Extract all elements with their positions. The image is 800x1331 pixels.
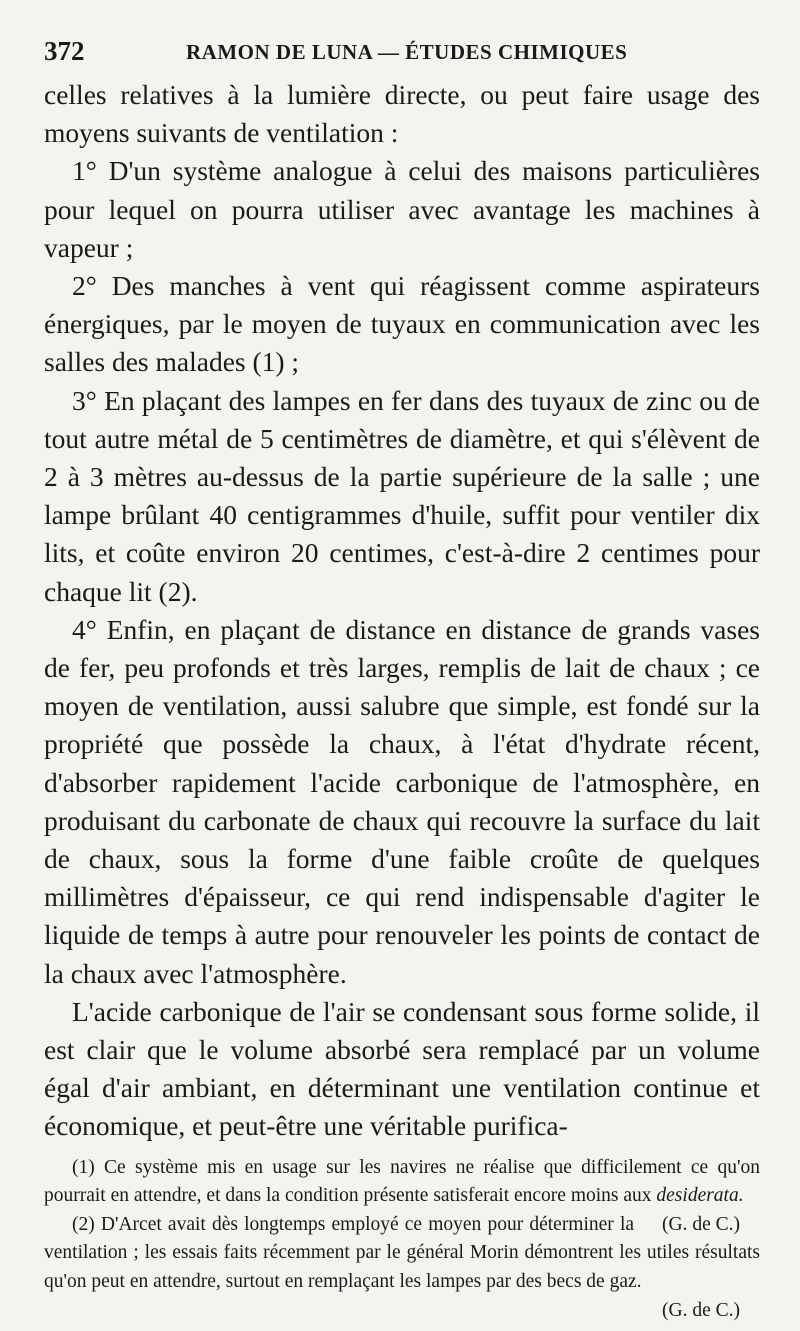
footnote-text: (2) D'Arcet avait dès longtemps employé ce moyen pour déterminer la ventilation ; les essais faits récemment par le général Morin démontrent les utiles résultats qu'on peut en attendre, surtout en remplaçant les lampes par des becs de gaz.	[44, 1213, 760, 1293]
page-number: 372	[44, 36, 85, 66]
running-title: RAMON DE LUNA — ÉTUDES CHIMIQUES	[186, 40, 628, 64]
paragraph: 2° Des manches à vent qui réagissent comme aspirateurs énergiques, par le moyen de tuyaux en communication avec les salles des malades (1) ;	[44, 270, 760, 378]
footnote-signature: (G. de C.)	[662, 1299, 740, 1321]
paragraph: 1° D'un système analogue à celui des maisons particulières pour lequel on pourra utiliser avec avantage les machines à vapeur ;	[44, 155, 760, 263]
footnotes	[44, 1154, 760, 1321]
paragraph: L'acide carbonique de l'air se condensant sous forme solide, il est clair que le volume absorbé sera remplacé par un volume égal d'air ambiant, en déterminant une ventilation continue et économique, et peut-être une véritable purifica-	[44, 995, 760, 1142]
paragraph: 4° Enfin, en plaçant de distance en distance de grands vases de fer, peu profonds et très larges, remplis de lait de chaux ; ce moyen de ventilation, aussi salubre que simple, est fondé sur la propriété que possède la chaux, à l'état d'hydrate récent, d'absorber rapidement l'acide carbonique de l'atmosphère, en produisant du carbonate de chaux qui recouvre la surface du lait de chaux, sous la forme d'une faible croûte de quelques millimètres d'épaisseur, ce qui rend indispensable d'agiter le liquide de temps à autre pour renouveler les points de contact de la chaux avec l'atmosphère.	[44, 613, 760, 989]
footnote	[44, 1154, 760, 1235]
footnote-text: (1) Ce système mis en usage sur les navires ne réalise que difficilement ce qu'on pourrait en attendre, et dans la condition présente satisferait encore moins aux	[44, 1156, 760, 1207]
footnote-signature: (G. de C.)	[662, 1213, 740, 1235]
footnote-italic: desiderata.	[656, 1185, 744, 1207]
paragraph: 3° En plaçant des lampes en fer dans des tuyaux de zinc ou de tout autre métal de 5 centimètres de diamètre, et qui s'élèvent de 2 à 3 mètres au-dessus de la partie supérieure de la salle ; une lampe brûlant 40 centigrammes d'huile, suffit pour ventiler dix lits, et coûte environ 20 centimes, c'est-à-dire 2 centimes pour chaque lit (2).	[44, 384, 760, 607]
page-header	[44, 30, 760, 74]
body-text	[44, 76, 760, 1146]
paragraph: celles relatives à la lumière directe, ou peut faire usage des moyens suivants de ventilation :	[44, 79, 760, 149]
